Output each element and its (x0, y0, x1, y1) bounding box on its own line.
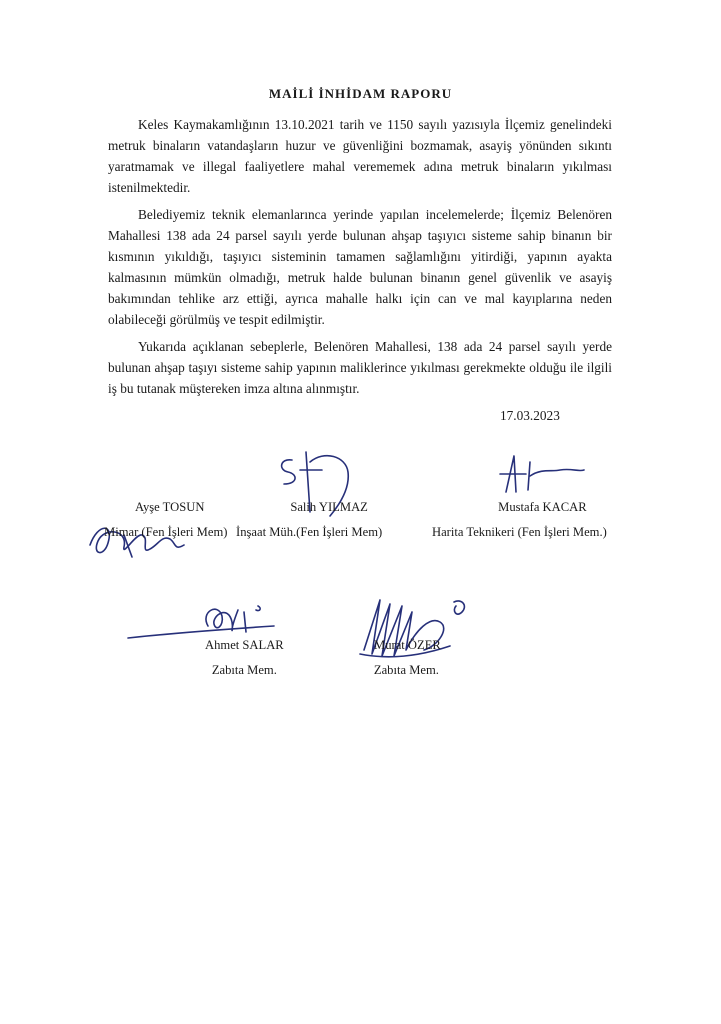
report-title: MAİLİ İNHİDAM RAPORU (268, 86, 453, 101)
paragraph-2-text: Belediyemiz teknik elemanlarınca yerinde yapılan incelemelerde; İlçemiz Belenören Mahallesi 138 ada 24 parsel sayılı yerde bulunan ahşap taşıyıcı sisteme sahip binanın bir kısmının yıkıldığı, taşıyıcı sisteminin tamamen sağlamlığını yitirdiği, yapının ayakta kalmasının mümkün olmadığı, metruk halde bulunan binanın genel güvenlik ve asayiş bakımından tehlike arz ettiği, ayrıca mahalle halkı için can ve mal kayıplarına neden olabileceği görülmüş ve tespit edilmiştir. (108, 207, 612, 327)
signatory-1 (104, 500, 227, 540)
signatory-3-role: Harita Teknikeri (Fen İşleri Mem.) (432, 525, 607, 539)
report-date: 17.03.2023 (500, 408, 560, 423)
paragraph-1 (108, 114, 612, 198)
signatory-4 (205, 638, 284, 678)
signatory-3 (432, 500, 607, 540)
paragraph-2 (108, 204, 612, 330)
signatory-2-name: Salih YILMAZ (290, 500, 368, 514)
signature-scribble-3 (486, 448, 596, 508)
signatory-3-name: Mustafa KACAR (498, 500, 587, 514)
paragraph-1-text: Keles Kaymakamlığının 13.10.2021 tarih ve 1150 sayılı yazısıyla İlçemiz genelindeki metruk binaların vatandaşların huzur ve güvenliğini bozmamak, asayiş yönünden sıkıntı yaratmamak ve illegal faaliyetlere mahal verememek adına metruk binaların yıkılması istenilmektedir. (108, 117, 612, 195)
signatory-1-role: Mimar (Fen İşleri Mem) (104, 525, 228, 539)
paragraph-3-text: Yukarıda açıklanan sebeplerle, Belenören Mahallesi, 138 ada 24 parsel sayılı yerde bulunan ahşap taşıyı sisteme sahip yapının maliklerince yıkılması gerekmekte olduğu ile ilgili iş bu tutanak müştereken imza altına alınmıştır. (108, 339, 612, 396)
signatory-4-name: Ahmet SALAR (205, 638, 284, 652)
paragraph-3 (108, 336, 612, 399)
signatory-2 (236, 500, 382, 540)
signatory-2-role: İnşaat Müh.(Fen İşleri Mem) (236, 525, 383, 539)
signatory-5-name: Murat ÖZER (374, 638, 441, 652)
signatory-5-role: Zabıta Mem. (373, 663, 439, 677)
signatory-1-name: Ayşe TOSUN (135, 500, 205, 514)
signatory-5 (372, 638, 441, 678)
signatory-4-role: Zabıta Mem. (211, 663, 277, 677)
